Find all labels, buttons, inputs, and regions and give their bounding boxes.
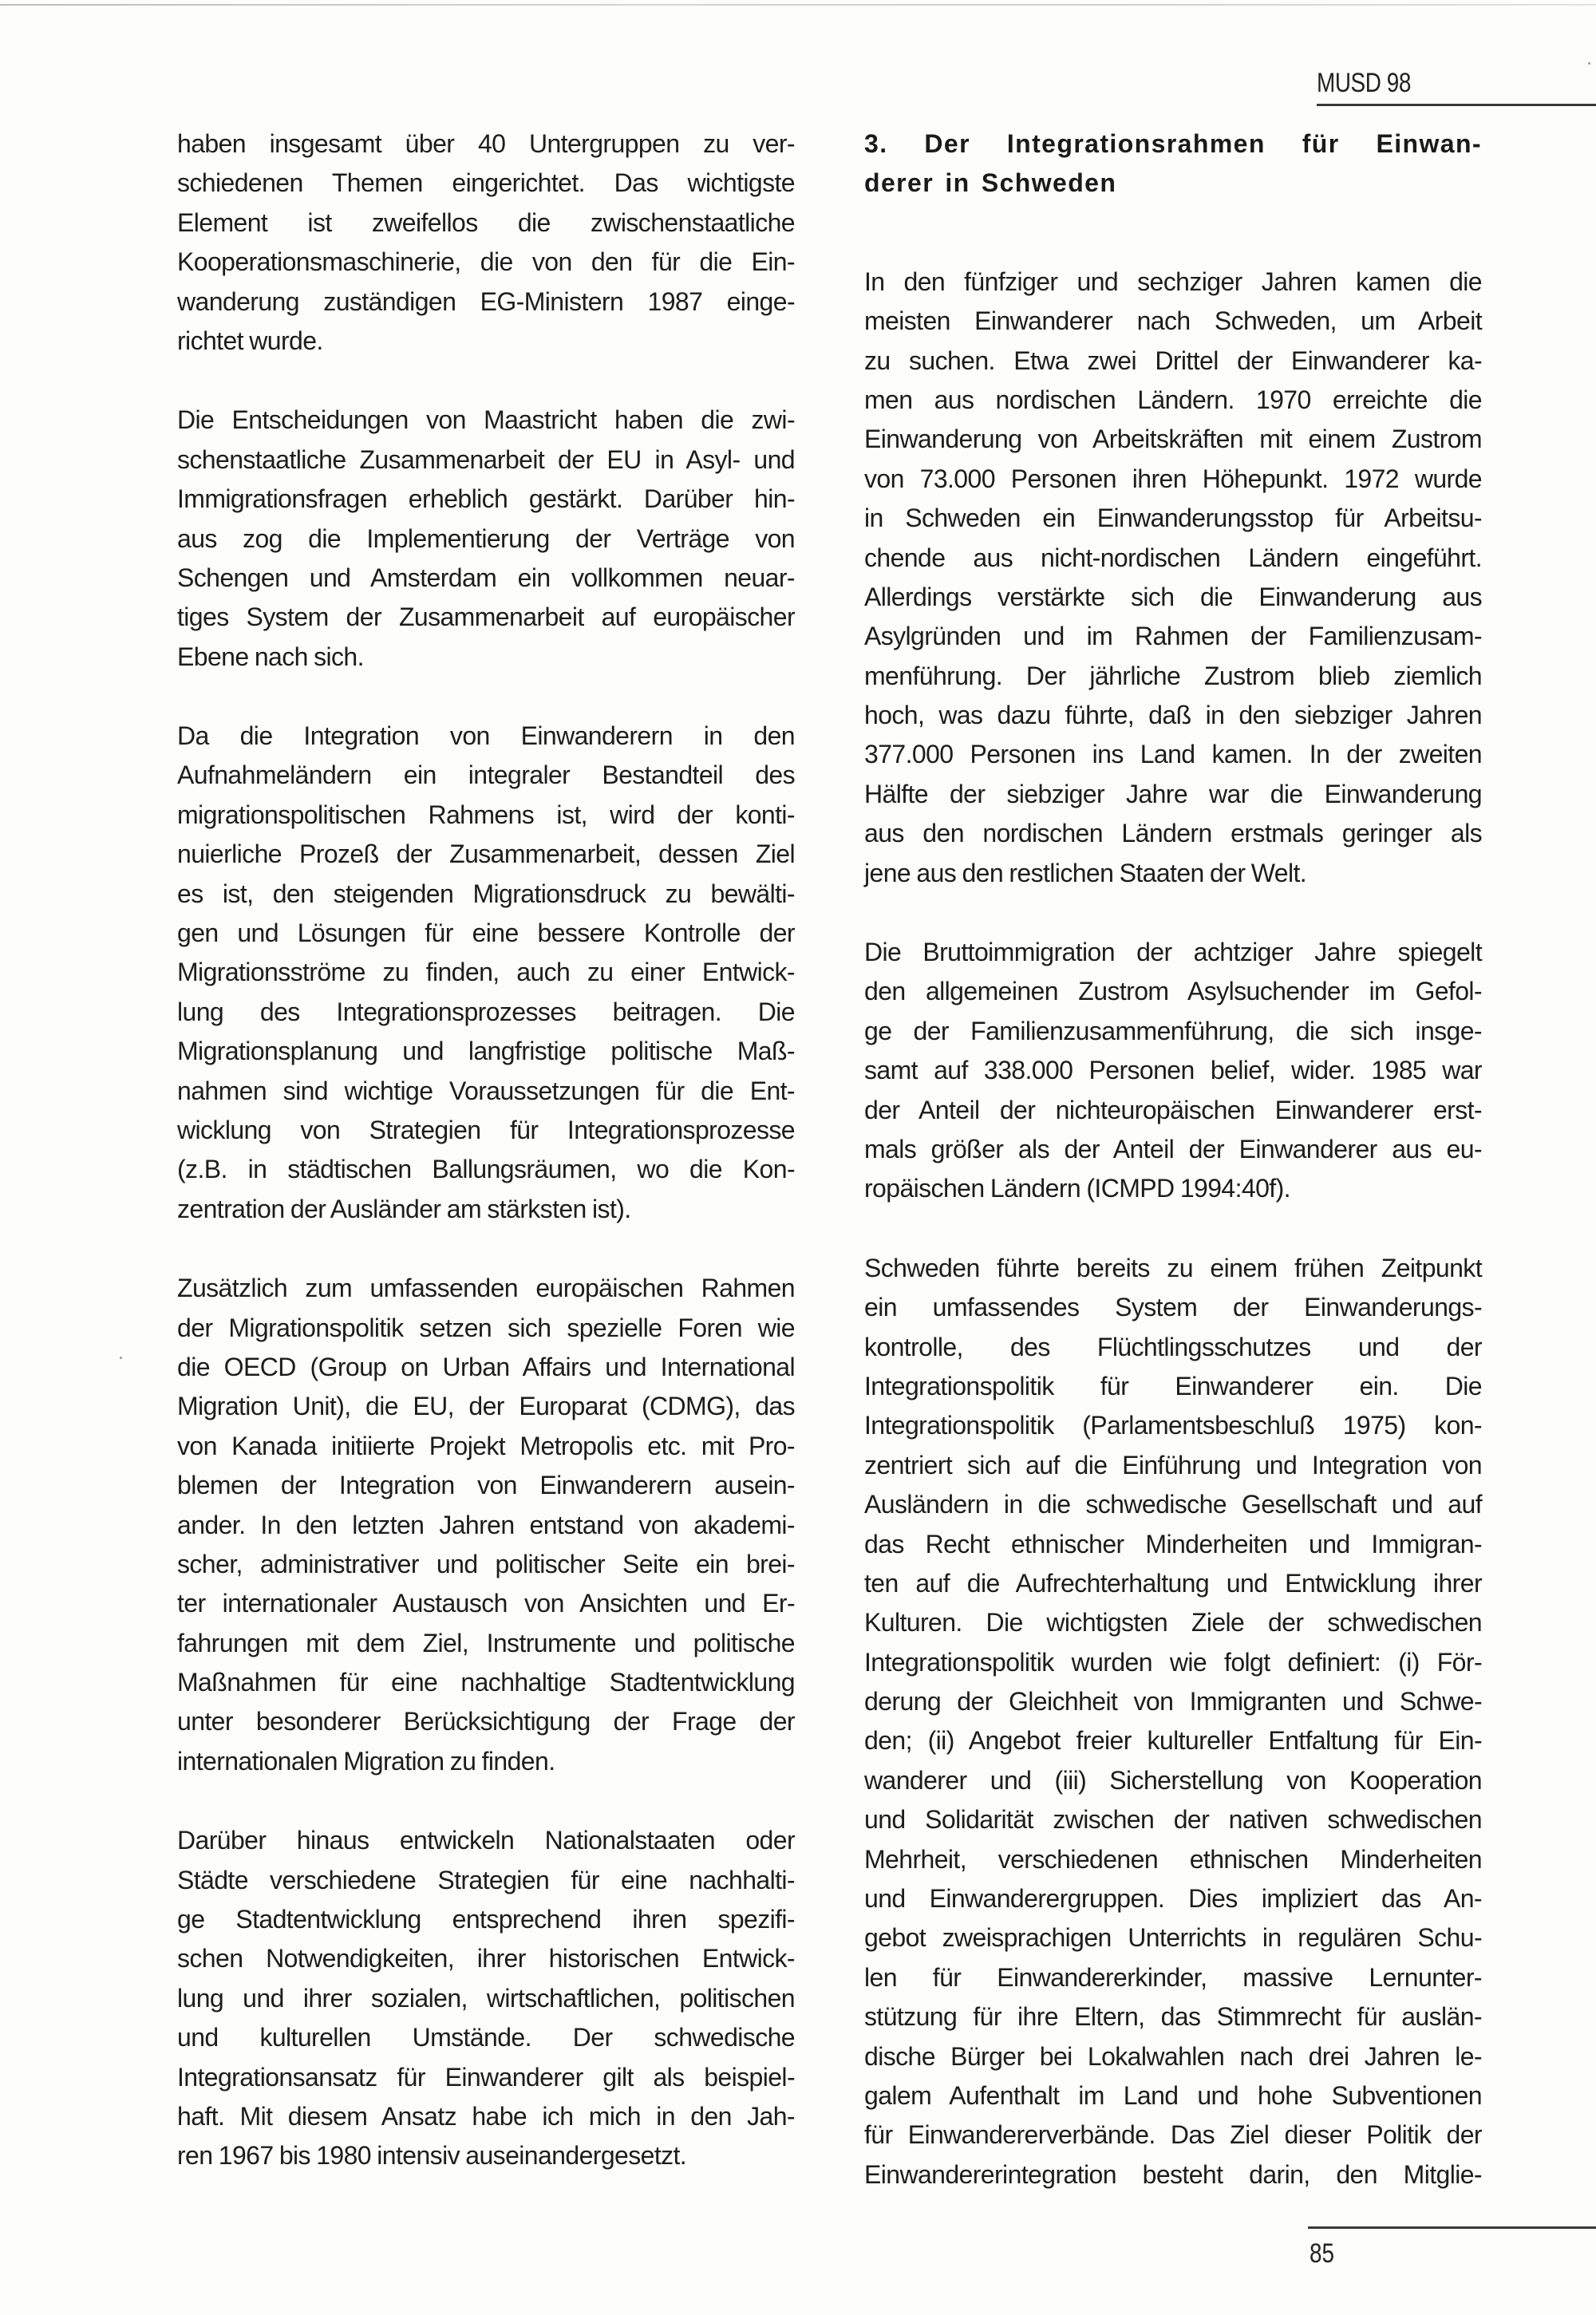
section-heading	[864, 124, 1482, 203]
right-column	[864, 124, 1482, 2234]
text-line: der Migrationspolitik setzen sich spezielle Foren wie	[177, 1313, 795, 1342]
paragraph	[177, 124, 795, 361]
text-line: zentration der Ausländer am stärksten ist).	[177, 1194, 631, 1223]
text-line: Einwanderung von Arbeitskräften mit einem Zustrom	[864, 425, 1482, 454]
text-line: Schweden führte bereits zu einem frühen Zeitpunkt	[864, 1253, 1482, 1282]
text-line: samt auf 338.000 Personen belief, wider. 1985 war	[864, 1056, 1482, 1085]
text-line: zu suchen. Etwa zwei Drittel der Einwanderer ka-	[864, 346, 1482, 375]
left-column	[177, 124, 795, 2216]
text-line: Immigrationsfragen erheblich gestärkt. Darüber hin-	[177, 484, 795, 514]
paragraph	[864, 1249, 1482, 2195]
text-line: derung der Gleichheit von Immigranten und Schwe-	[864, 1687, 1482, 1716]
text-line: galem Aufenthalt im Land und hohe Subventionen	[864, 2080, 1482, 2110]
text-line: ropäischen Ländern (ICMPD 1994:40f).	[864, 1174, 1290, 1203]
text-line: Darüber hinaus entwickeln Nationalstaaten oder	[177, 1826, 795, 1855]
text-line: chende aus nicht-nordischen Ländern eingeführt.	[864, 543, 1482, 572]
text-line: ander. In den letzten Jahren entstand von akademi-	[177, 1510, 795, 1539]
text-line: unter besonderer Berücksichtigung der Frage der	[177, 1707, 795, 1736]
text-line: wanderung zuständigen EG-Ministern 1987 einge-	[177, 286, 795, 316]
text-line: haben insgesamt über 40 Untergruppen zu ver-	[177, 129, 795, 158]
text-line: Aufnahmeländern ein integraler Bestandteil des	[177, 760, 795, 790]
text-line: schenstaatliche Zusammenarbeit der EU in Asyl- und	[177, 444, 795, 474]
text-line: ein umfassendes System der Einwanderungs-	[864, 1293, 1482, 1322]
scan-edge	[0, 4, 1596, 6]
text-line: Hälfte der siebziger Jahre war die Einwanderung	[864, 779, 1482, 808]
text-line: den; (ii) Angebot freier kultureller Entfaltung für Ein-	[864, 1726, 1482, 1756]
text-line: die OECD (Group on Urban Affairs und International	[177, 1352, 795, 1381]
text-line: derer in Schweden	[864, 168, 1117, 198]
text-line: 3. Der Integrationsrahmen für Einwan-	[864, 129, 1482, 158]
text-line: 377.000 Personen ins Land kamen. In der zweiten	[864, 740, 1482, 769]
text-line: Integrationspolitik für Einwanderer ein. Die	[864, 1371, 1482, 1400]
text-line: in Schweden ein Einwanderungsstop für Arbeitsu-	[864, 504, 1482, 533]
text-line: gen und Lösungen für eine bessere Kontrolle der	[177, 918, 795, 948]
text-line: ge der Familienzusammenführung, die sich insge-	[864, 1016, 1482, 1045]
text-line: Die Bruttoimmigration der achtziger Jahre spiegelt	[864, 938, 1482, 967]
text-line: tiges System der Zusammenarbeit auf europäischer	[177, 602, 795, 632]
text-line: Da die Integration von Einwanderern in den	[177, 721, 795, 751]
text-line: ten auf die Aufrechterhaltung und Entwicklung ihrer	[864, 1568, 1482, 1598]
text-line: der Anteil der nichteuropäischen Einwanderer erst-	[864, 1095, 1482, 1124]
text-line: In den fünfziger und sechziger Jahren kamen die	[864, 267, 1482, 296]
text-line: schiedenen Themen eingerichtet. Das wichtigste	[177, 168, 795, 198]
text-line: nuierliche Prozeß der Zusammenarbeit, dessen Ziel	[177, 839, 795, 869]
text-line: Städte verschiedene Strategien für eine nachhalti-	[177, 1865, 795, 1894]
text-line: Einwandererintegration besteht darin, den Mitglie-	[864, 2159, 1482, 2189]
text-line: ge Stadtentwicklung entsprechend ihren spezifi-	[177, 1905, 795, 1934]
text-line: Maßnahmen für eine nachhaltige Stadtentwicklung	[177, 1668, 795, 1697]
text-line: Integrationspolitik (Parlamentsbeschluß 1975) kon-	[864, 1411, 1482, 1440]
text-line: Migrationsströme zu finden, auch zu einer Entwick-	[177, 958, 795, 987]
text-line: hoch, was dazu führte, daß in den siebziger Jahren	[864, 701, 1482, 730]
text-line: Mehrheit, verschiedenen ethnischen Minderheiten	[864, 1844, 1482, 1874]
text-line: Zusätzlich zum umfassenden europäischen Rahmen	[177, 1274, 795, 1303]
text-line: Element ist zweifellos die zwischenstaatliche	[177, 207, 795, 237]
text-line: Die Entscheidungen von Maastricht haben die zwi-	[177, 405, 795, 435]
text-line: menführung. Der jährliche Zustrom blieb ziemlich	[864, 661, 1482, 690]
text-line: schen Notwendigkeiten, ihrer historischen Entwick-	[177, 1944, 795, 1973]
paragraph	[864, 263, 1482, 893]
text-line: Integrationspolitik wurden wie folgt definiert: (i) För-	[864, 1647, 1482, 1677]
text-line: haft. Mit diesem Ansatz habe ich mich in den Jah-	[177, 2101, 795, 2131]
paragraph	[177, 1269, 795, 1781]
text-line: dische Bürger bei Lokalwahlen nach drei Jahren le-	[864, 2041, 1482, 2071]
paragraph	[177, 1821, 795, 2176]
running-title: MUSD 98	[1317, 68, 1411, 98]
paragraph	[177, 401, 795, 677]
text-line: Ebene nach sich.	[177, 642, 364, 671]
text-line: Ausländern in die schwedische Gesellschaft und auf	[864, 1490, 1482, 1519]
text-line: kontrolle, des Flüchtlingsschutzes und der	[864, 1332, 1482, 1361]
text-line: Asylgründen und im Rahmen der Familienzusam-	[864, 622, 1482, 651]
text-line: wanderer und (iii) Sicherstellung von Kooperation	[864, 1765, 1482, 1795]
text-line: fahrungen mit dem Ziel, Instrumente und politische	[177, 1628, 795, 1657]
text-line: das Recht ethnischer Minderheiten und Immigran-	[864, 1529, 1482, 1558]
text-line: len für Einwandererkinder, massive Lernunter-	[864, 1962, 1482, 1992]
text-line: und Einwanderergruppen. Dies impliziert das An-	[864, 1884, 1482, 1914]
scan-speck	[120, 1357, 122, 1359]
text-line: aus den nordischen Ländern erstmals geringer als	[864, 819, 1482, 848]
text-line: (z.B. in städtischen Ballungsräumen, wo die Kon-	[177, 1155, 795, 1184]
text-line: jene aus den restlichen Staaten der Welt.	[864, 858, 1307, 887]
text-line: Integrationsansatz für Einwanderer gilt als beispiel-	[177, 2062, 795, 2092]
text-line: men aus nordischen Ländern. 1970 erreichte die	[864, 385, 1482, 414]
text-line: von Kanada initiierte Projekt Metropolis etc. mit Pro-	[177, 1431, 795, 1460]
text-line: richtet wurde.	[177, 326, 323, 355]
text-line: Migrationsplanung und langfristige politische Maß-	[177, 1037, 795, 1066]
text-line: stützung für ihre Eltern, das Stimmrecht für auslän-	[864, 2002, 1482, 2032]
text-line: ren 1967 bis 1980 intensiv auseinandergesetzt.	[177, 2141, 687, 2171]
text-line: migrationspolitischen Rahmens ist, wird der konti-	[177, 800, 795, 829]
text-line: von 73.000 Personen ihren Höhepunkt. 1972 wurde	[864, 464, 1482, 493]
text-line: zentriert sich auf die Einführung und Integration von	[864, 1450, 1482, 1479]
text-line: Kulturen. Die wichtigsten Ziele der schwedischen	[864, 1608, 1482, 1637]
text-line: und kulturellen Umstände. Der schwedische	[177, 2023, 795, 2052]
text-line: lung des Integrationsprozesses beitragen. Die	[177, 997, 795, 1026]
text-line: mals größer als der Anteil der Einwanderer aus eu-	[864, 1134, 1482, 1163]
text-line: blemen der Integration von Einwanderern ausein-	[177, 1471, 795, 1500]
page-footer	[1308, 2226, 1596, 2269]
text-line: und Solidarität zwischen der nativen schwedischen	[864, 1805, 1482, 1835]
text-line: internationalen Migration zu finden.	[177, 1746, 555, 1776]
text-line: ter internationaler Austausch von Ansichten und Er-	[177, 1589, 795, 1618]
text-line: nahmen sind wichtige Voraussetzungen für die Ent-	[177, 1076, 795, 1105]
text-line: für Einwandererverbände. Das Ziel dieser Politik der	[864, 2120, 1482, 2150]
paragraph	[864, 933, 1482, 1209]
text-line: Kooperationsmaschinerie, die von den für die Ein-	[177, 247, 795, 277]
paragraph	[177, 717, 795, 1229]
text-line: den allgemeinen Zustrom Asylsuchender im Gefol-	[864, 977, 1482, 1006]
text-line: es ist, den steigenden Migrationsdruck zu bewälti-	[177, 879, 795, 908]
page-number: 85	[1310, 2238, 1335, 2269]
text-line: wicklung von Strategien für Integrationsprozesse	[177, 1115, 795, 1144]
text-line: Migration Unit), die EU, der Europarat (CDMG), das	[177, 1392, 795, 1421]
text-line: scher, administrativer und politischer Seite ein brei-	[177, 1549, 795, 1578]
text-line: aus zog die Implementierung der Verträge von	[177, 523, 795, 553]
text-line: Allerdings verstärkte sich die Einwanderung aus	[864, 582, 1482, 611]
text-line: lung und ihrer sozialen, wirtschaftlichen, politischen	[177, 1983, 795, 2013]
text-line: gebot zweisprachigen Unterrichts in regulären Schu-	[864, 1923, 1482, 1953]
text-line: meisten Einwanderer nach Schweden, um Arbeit	[864, 306, 1482, 336]
text-line: Schengen und Amsterdam ein vollkommen neuar-	[177, 563, 795, 592]
running-header	[1317, 56, 1596, 106]
